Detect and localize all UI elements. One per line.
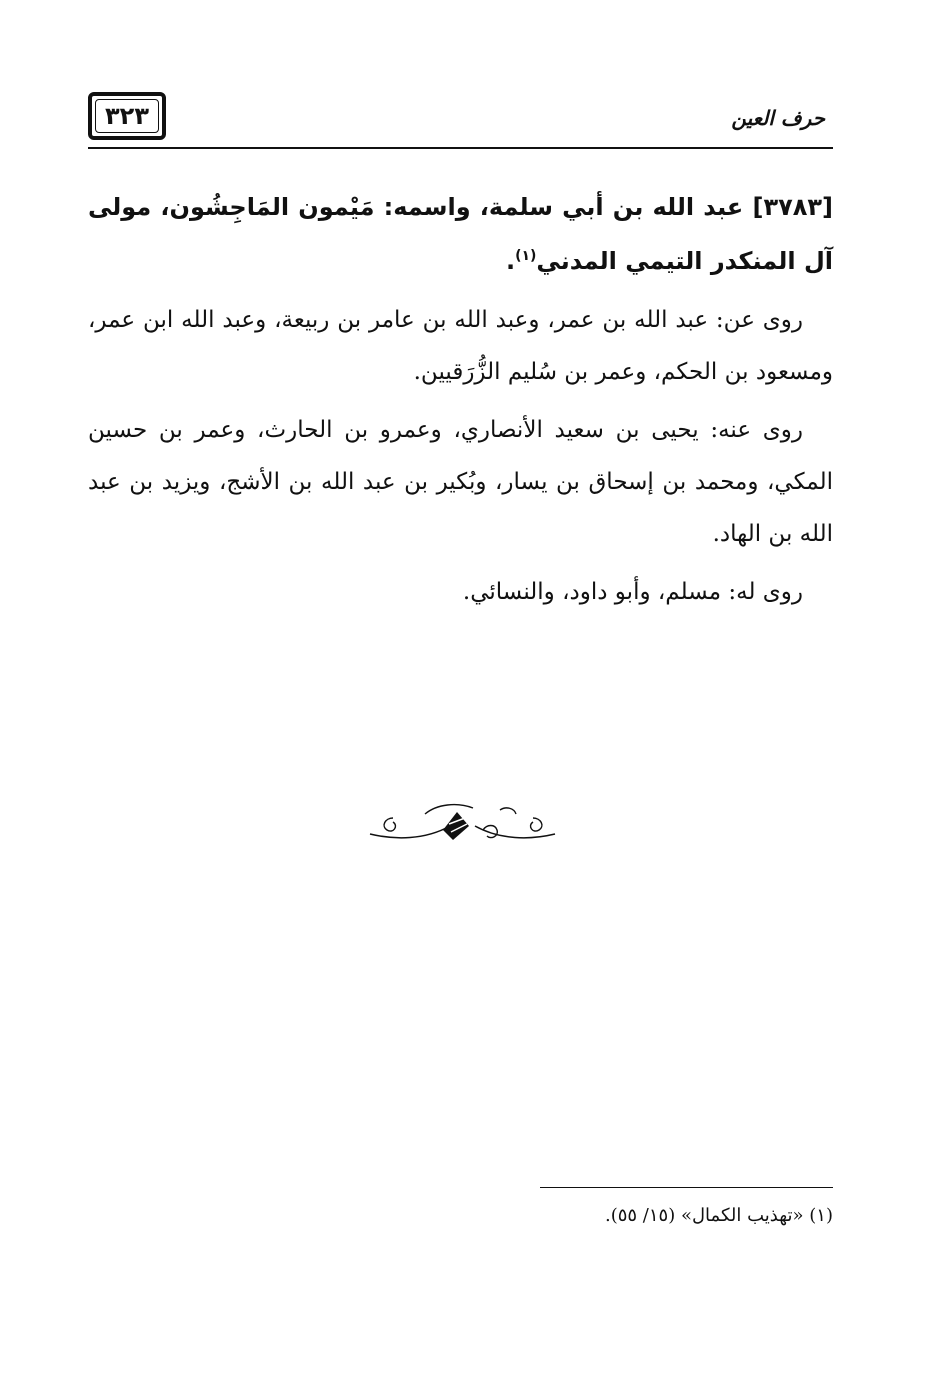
chapter-title: حرف العين — [731, 106, 825, 130]
page-header — [88, 92, 833, 150]
entry-heading-text: [٣٧٨٣] عبد الله بن أبي سلمة، واسمه: مَيْمون المَاجِشُون، مولى آل المنكدر التيمي المدني — [88, 193, 833, 275]
header-rule — [88, 147, 833, 149]
narrated-by-paragraph: روى عنه: يحيى بن سعيد الأنصاري، وعمرو بن الحارث، وعمر بن حسين المكي، ومحمد بن إسحاق بن يسار، وبُكير بن عبد الله بن الأشج، ويزيد بن عبد الله بن الهاد. — [88, 417, 833, 547]
footnote-reference[interactable]: (١) — [515, 248, 537, 264]
page-number — [88, 92, 166, 140]
heading-period: . — [505, 247, 516, 275]
narrated-from-paragraph: روى عن: عبد الله بن عمر، وعبد الله بن عامر بن ربيعة، وعبد الله ابن عمر، ومسعود بن الحكم، وعمر بن سُليم الزُّرَقيين. — [88, 307, 833, 385]
floral-divider-icon — [365, 796, 560, 848]
page-number-text: ٣٢٣ — [105, 102, 149, 130]
entry-body — [88, 180, 833, 624]
footnote-separator — [540, 1187, 833, 1188]
narrated-for-paragraph: روى له: مسلم، وأبو داود، والنسائي. — [462, 579, 803, 605]
footnote: (١) «تهذيب الكمال» (١٥/ ٥٥). — [604, 1205, 833, 1226]
entry-heading — [88, 180, 833, 288]
